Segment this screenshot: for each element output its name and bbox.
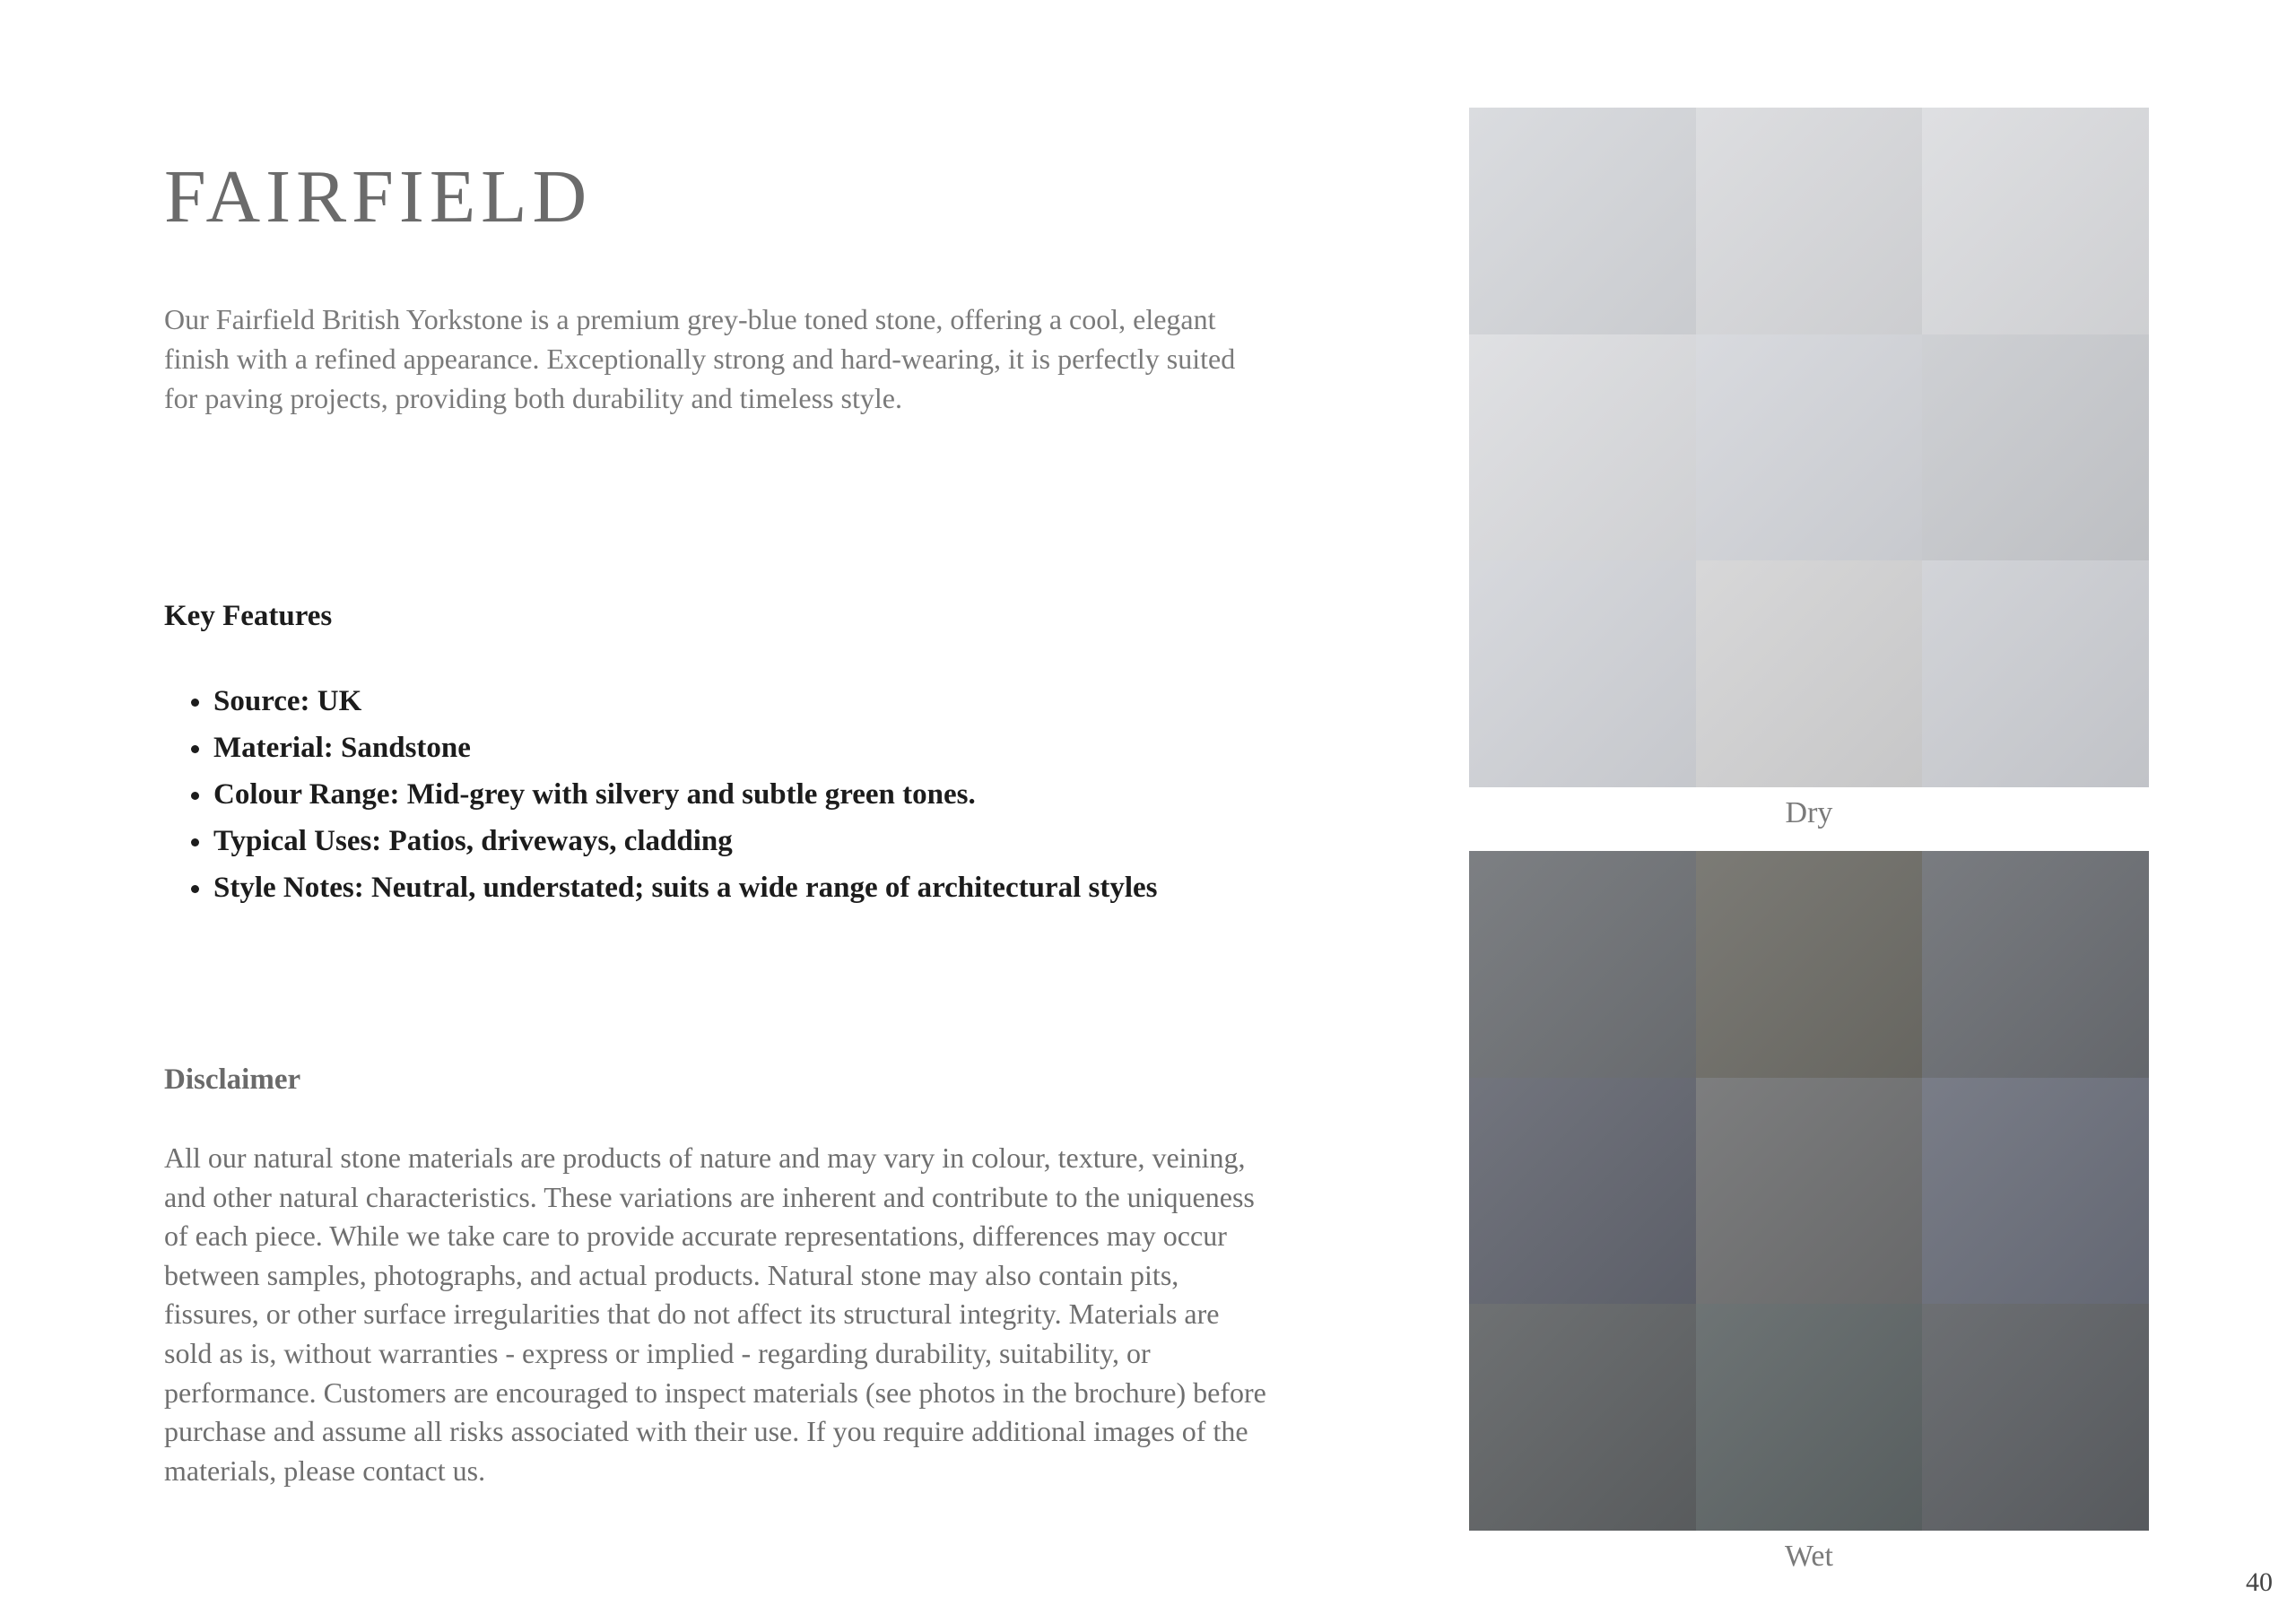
stone-tile xyxy=(1922,334,2149,561)
stone-tile xyxy=(1696,108,1923,334)
page-title: FAIRFIELD xyxy=(164,155,593,239)
stone-tile xyxy=(1696,1078,1923,1305)
stone-tile xyxy=(1922,1078,2149,1305)
intro-paragraph: Our Fairfield British Yorkstone is a premium grey-blue toned stone, offering a cool, elegant finish with a refined appearance. Exceptionally strong and hard-wearing, it is perfectly suited for paving projects, providing both durability and timeless style. xyxy=(164,303,1236,414)
stone-tile xyxy=(1469,560,1696,787)
stone-tile xyxy=(1469,108,1696,334)
key-features-heading: Key Features xyxy=(164,600,333,632)
stone-tile xyxy=(1469,1078,1696,1305)
stone-tile xyxy=(1696,334,1923,561)
stone-tile xyxy=(1469,1304,1696,1531)
feature-item: • Colour Range: Mid-grey with silvery and subtle green tones. xyxy=(213,771,1335,818)
stone-tile xyxy=(1922,108,2149,334)
stone-tile xyxy=(1469,334,1696,561)
stone-tile xyxy=(1922,1304,2149,1531)
feature-item: • Style Notes: Neutral, understated; suits a wide range of architectural styles xyxy=(213,864,1335,911)
disclaimer-text: All our natural stone materials are products of nature and may vary in colour, texture, veining, and other natural characteristics. These variations are inherent and contribute to the uniqueness of each piece. While we take care to provide accurate representations, differences may occur between samples, photographs, and actual products. Natural stone may also contain pits, fissures, or other surface irregularities that do not affect its structural integrity. Materials are sold as is, without warranties - express or implied - regarding durability, suitability, or performance. Customers are encouraged to inspect materials (see photos in the brochure) before purchase and assume all risks associated with their use. If you require additional images of the materials, please contact us. xyxy=(164,1141,1266,1487)
page-number: 40 xyxy=(2246,1567,2273,1597)
feature-item: • Typical Uses: Patios, driveways, cladding xyxy=(213,818,1335,864)
stone-tile xyxy=(1922,851,2149,1078)
wet-caption: Wet xyxy=(1785,1540,1833,1573)
wet-stone-swatch-grid xyxy=(1469,851,2149,1531)
stone-tile xyxy=(1469,851,1696,1078)
dry-caption: Dry xyxy=(1785,796,1833,829)
stone-tile xyxy=(1922,560,2149,787)
disclaimer-heading: Disclaimer xyxy=(164,1063,301,1096)
stone-tile xyxy=(1696,560,1923,787)
key-features-list xyxy=(164,678,1335,911)
dry-stone-swatch-grid xyxy=(1469,108,2149,787)
feature-item: • Material: Sandstone xyxy=(213,725,1335,771)
feature-item: • Source: UK xyxy=(213,678,1335,725)
stone-tile xyxy=(1696,851,1923,1078)
stone-tile xyxy=(1696,1304,1923,1531)
